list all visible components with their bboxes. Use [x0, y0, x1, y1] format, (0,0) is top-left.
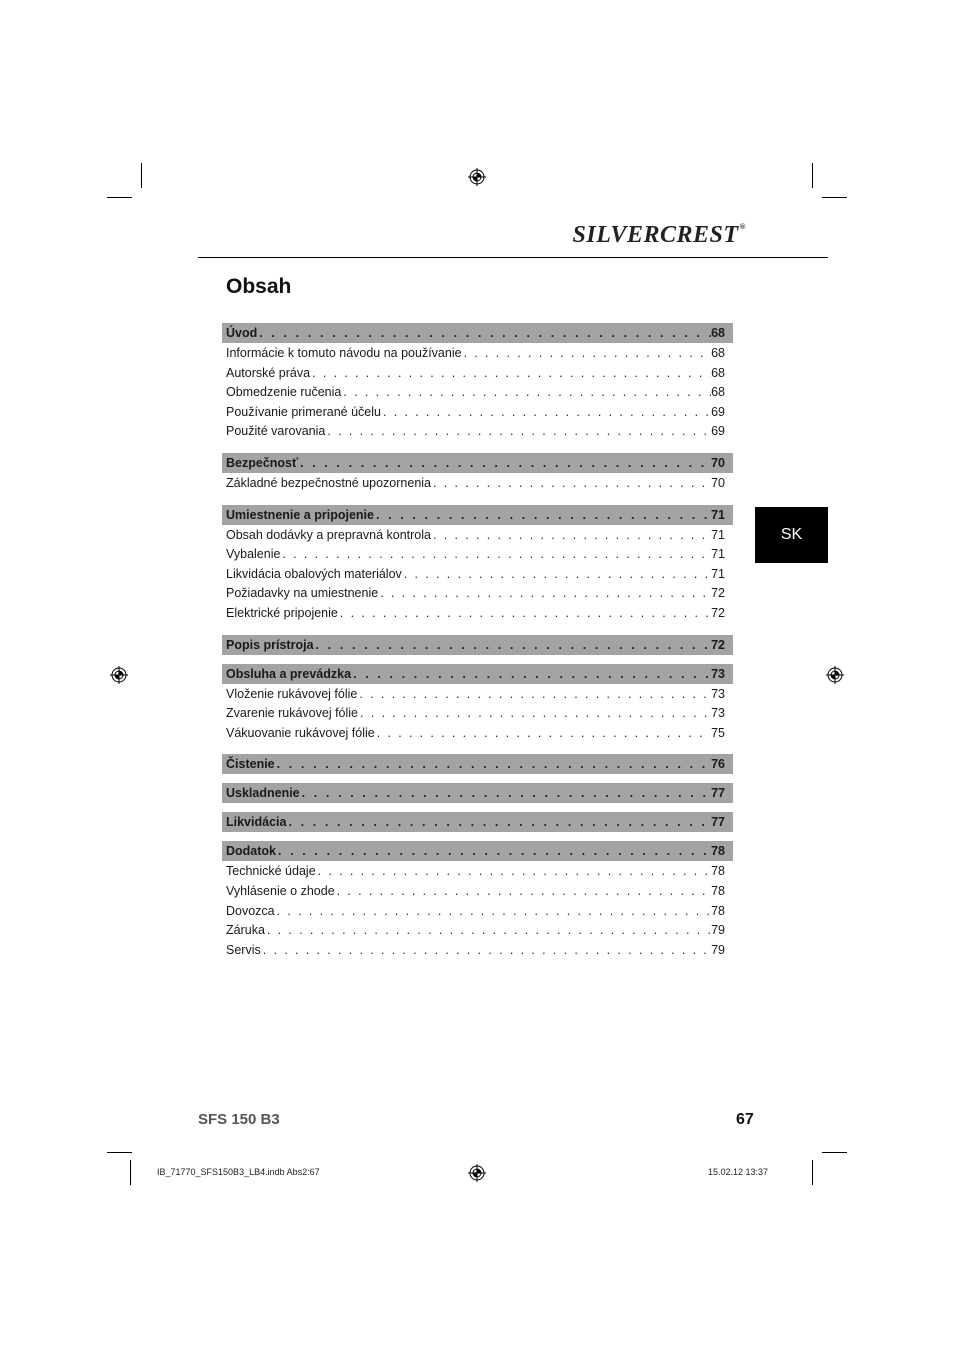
toc-entry: [222, 726, 733, 746]
toc-entry-title: Zvarenie rukávovej fólie: [226, 706, 359, 721]
toc-section-title: Umiestnenie a pripojenie: [226, 507, 374, 522]
toc-entry: [222, 476, 733, 496]
toc-leader: [310, 366, 711, 380]
toc-entry-page: 69: [711, 424, 725, 439]
page-number: 67: [736, 1111, 754, 1128]
toc-entry-page: 78: [711, 903, 725, 918]
toc-section: [222, 754, 733, 774]
toc-entry-title: Obsah dodávky a prepravná kontrola: [226, 527, 431, 542]
registration-mark-icon: [826, 666, 844, 684]
toc-section: [222, 453, 733, 473]
crop-mark: [822, 1152, 847, 1153]
toc-entry-title: Obmedzenie ručenia: [226, 385, 342, 400]
toc-section: [222, 664, 733, 684]
brand-logo: [573, 222, 747, 249]
toc-section-title: Dodatok: [226, 844, 276, 859]
toc-section: [222, 783, 733, 803]
toc-leader: [431, 476, 711, 490]
toc-entry-page: 78: [711, 883, 725, 898]
toc-entry: [222, 528, 733, 548]
toc-section: [222, 635, 733, 655]
registration-mark-icon: [110, 666, 128, 684]
toc-leader: [261, 943, 711, 957]
toc-entry-title: Vákuovanie rukávovej fólie: [226, 725, 375, 740]
toc-section: [222, 812, 733, 832]
toc-section: [222, 505, 733, 525]
toc-leader: [275, 757, 711, 771]
toc-entry: [222, 405, 733, 425]
toc-entry-title: Vloženie rukávovej fólie: [226, 686, 358, 701]
toc-entry-page: 71: [711, 527, 725, 542]
toc-entry-page: 79: [711, 923, 725, 938]
model-number: SFS 150 B3: [198, 1111, 280, 1128]
toc-entry-page: 69: [711, 404, 725, 419]
toc-entry-title: Používanie primerané účelu: [226, 404, 381, 419]
toc-section-title: Čistenie: [226, 757, 275, 772]
toc-entry: [222, 687, 733, 707]
toc-leader: [280, 547, 711, 561]
trademark-symbol: ®: [739, 222, 746, 231]
toc-entry: [222, 424, 733, 444]
toc-leader: [275, 904, 711, 918]
toc-section-title: Likvidácia: [226, 815, 287, 830]
toc-section-page: 76: [711, 757, 725, 772]
toc-section-page: 77: [711, 815, 725, 830]
toc-section-title: Popis prístroja: [226, 637, 314, 652]
toc-entry-title: Informácie k tomuto návodu na používanie: [226, 346, 462, 360]
toc-section: [222, 841, 733, 861]
crop-mark: [812, 163, 813, 188]
toc-leader: [335, 884, 711, 898]
toc-entry-title: Požiadavky na umiestnenie: [226, 586, 379, 601]
crop-mark: [822, 197, 847, 198]
crop-mark: [141, 163, 142, 188]
toc-entry-page: 68: [711, 385, 725, 400]
toc-section-page: 72: [711, 637, 725, 652]
toc-entry-title: Vyhlásenie o zhode: [226, 883, 335, 898]
crop-mark: [130, 1160, 131, 1185]
toc-entry-page: 71: [711, 547, 725, 562]
toc-section-title: Bezpečnosť: [226, 455, 298, 470]
toc-section-page: 70: [711, 455, 725, 470]
toc-entry-page: 71: [711, 566, 725, 581]
toc-leader: [338, 606, 711, 620]
toc-leader: [378, 586, 711, 600]
toc-leader: [316, 864, 711, 878]
toc-leader: [357, 687, 711, 701]
toc-leader: [300, 786, 711, 800]
toc-leader: [265, 923, 711, 937]
header-rule: [198, 257, 828, 258]
toc-entry: [222, 385, 733, 405]
toc-entry-page: 72: [711, 605, 725, 620]
toc-leader: [358, 706, 711, 720]
toc-entry-title: Vybalenie: [226, 547, 281, 562]
toc-entry: [222, 366, 733, 386]
toc-entry-title: Záruka: [226, 923, 265, 938]
toc-section-page: 71: [711, 507, 725, 522]
toc-entry: [222, 346, 733, 366]
toc-leader: [381, 405, 711, 419]
toc-section-title: Uskladnenie: [226, 786, 300, 801]
toc-entry: [222, 923, 733, 943]
toc-section-page: 68: [711, 326, 725, 340]
toc-leader: [286, 815, 711, 829]
print-slug-file: IB_71770_SFS150B3_LB4.indb Abs2:67: [157, 1167, 320, 1177]
toc-section-page: 78: [711, 844, 725, 859]
toc-leader: [374, 508, 711, 522]
toc-leader: [325, 424, 711, 438]
toc-section-title: Úvod: [226, 326, 258, 340]
toc-section: [222, 323, 733, 343]
brand-name: SILVERCREST: [572, 222, 739, 248]
toc-entry: [222, 567, 733, 587]
toc-section-title: Obsluha a prevádzka: [226, 666, 352, 681]
print-slug-date: 15.02.12 13:37: [708, 1167, 769, 1177]
toc-leader: [375, 726, 711, 740]
toc-entry-title: Použité varovania: [226, 424, 326, 439]
toc-leader: [341, 385, 711, 399]
toc-entry-page: 73: [711, 706, 725, 721]
toc-entry: [222, 904, 733, 924]
toc-entry-page: 75: [711, 725, 725, 740]
toc-section-page: 77: [711, 786, 725, 801]
toc-entry: [222, 706, 733, 726]
toc-entry-page: 78: [711, 864, 725, 879]
toc-entry-page: 73: [711, 686, 725, 701]
toc-leader: [257, 326, 711, 340]
toc-entry-title: Dovozca: [226, 903, 275, 918]
toc-entry: [222, 943, 733, 963]
toc-entry: [222, 884, 733, 904]
toc-leader: [276, 844, 711, 858]
toc-entry: [222, 606, 733, 626]
toc-entry: [222, 547, 733, 567]
toc-entry-page: 70: [711, 475, 725, 490]
toc-leader: [351, 667, 711, 681]
page-title: Obsah: [226, 275, 292, 298]
crop-mark: [812, 1160, 813, 1185]
crop-mark: [107, 197, 132, 198]
toc-entry: [222, 864, 733, 884]
toc-entry-page: 68: [711, 346, 725, 360]
toc-entry-title: Likvidácia obalových materiálov: [226, 566, 402, 581]
toc-entry-title: Základné bezpečnostné upozornenia: [226, 475, 432, 490]
toc-entry-title: Servis: [226, 942, 261, 957]
toc-leader: [314, 638, 712, 652]
registration-mark-icon: [468, 168, 486, 186]
toc-section-page: 73: [711, 666, 725, 681]
table-of-contents: [222, 323, 733, 962]
toc-entry-page: 68: [711, 365, 725, 380]
toc-entry-title: Autorské práva: [226, 365, 311, 380]
toc-entry-title: Technické údaje: [226, 864, 316, 879]
toc-leader: [431, 528, 711, 542]
registration-mark-icon: [468, 1164, 486, 1182]
toc-entry-page: 79: [711, 942, 725, 957]
toc-leader: [462, 346, 712, 360]
toc-entry: [222, 586, 733, 606]
crop-mark: [107, 1152, 132, 1153]
toc-entry-title: Elektrické pripojenie: [226, 605, 338, 620]
toc-leader: [402, 567, 711, 581]
language-tab: SK: [755, 507, 828, 563]
toc-entry-page: 72: [711, 586, 725, 601]
toc-leader: [298, 456, 711, 470]
